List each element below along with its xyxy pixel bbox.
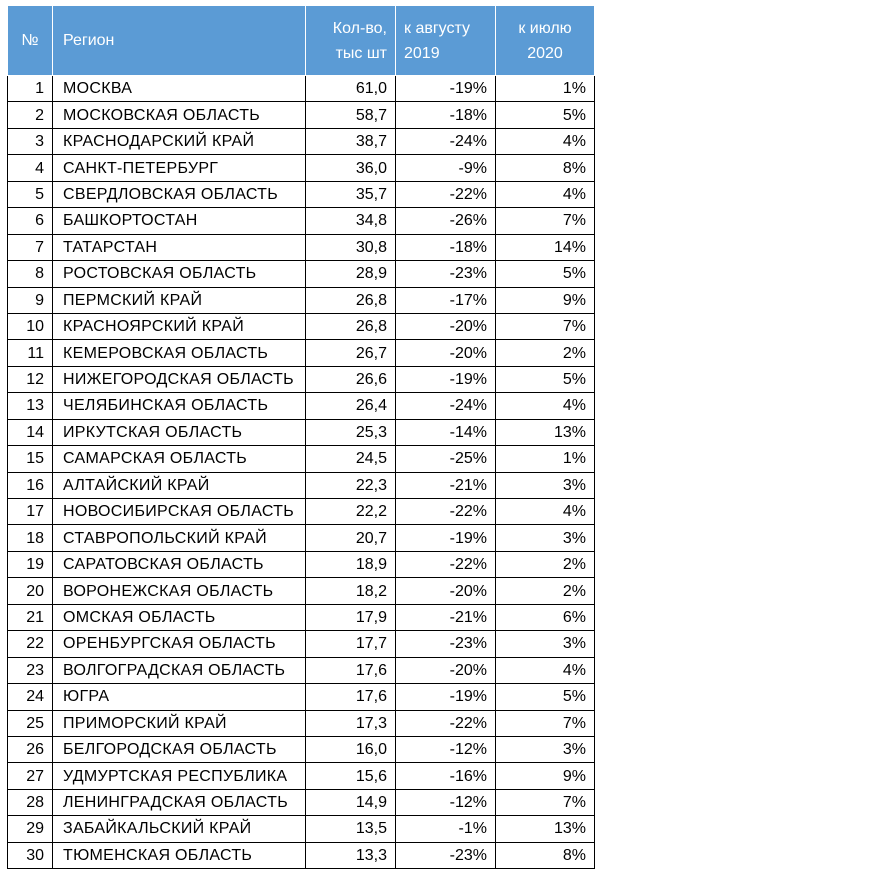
table-row [8, 525, 595, 551]
vs-july-cell: 2% [496, 578, 595, 604]
row-number-cell: 19 [8, 551, 53, 577]
table-row [8, 287, 595, 313]
vs-august-cell: -22% [396, 710, 496, 736]
row-number-cell: 29 [8, 816, 53, 842]
row-number-cell: 22 [8, 631, 53, 657]
row-number-cell: 26 [8, 736, 53, 762]
region-name-cell: ЗАБАЙКАЛЬСКИЙ КРАЙ [53, 816, 306, 842]
table-row [8, 736, 595, 762]
header-vs-july [496, 6, 595, 76]
vs-august-cell: -24% [396, 393, 496, 419]
row-number-cell: 9 [8, 287, 53, 313]
vs-july-cell: 1% [496, 76, 595, 102]
quantity-cell: 17,7 [306, 631, 396, 657]
table-row [8, 234, 595, 260]
quantity-cell: 13,3 [306, 842, 396, 868]
vs-august-cell: -23% [396, 631, 496, 657]
region-name-cell: РОСТОВСКАЯ ОБЛАСТЬ [53, 261, 306, 287]
regions-table [7, 5, 595, 869]
quantity-cell: 24,5 [306, 446, 396, 472]
quantity-cell: 58,7 [306, 102, 396, 128]
region-name-cell: СВЕРДЛОВСКАЯ ОБЛАСТЬ [53, 181, 306, 207]
row-number-cell: 8 [8, 261, 53, 287]
region-name-cell: НОВОСИБИРСКАЯ ОБЛАСТЬ [53, 499, 306, 525]
vs-july-cell: 5% [496, 102, 595, 128]
table-row [8, 842, 595, 868]
vs-august-cell: -23% [396, 842, 496, 868]
vs-july-cell: 13% [496, 816, 595, 842]
quantity-cell: 16,0 [306, 736, 396, 762]
table-row [8, 102, 595, 128]
quantity-cell: 22,2 [306, 499, 396, 525]
table-row [8, 789, 595, 815]
quantity-cell: 35,7 [306, 181, 396, 207]
table-row [8, 631, 595, 657]
vs-july-cell: 5% [496, 261, 595, 287]
table-body [8, 76, 595, 869]
region-name-cell: УДМУРТСКАЯ РЕСПУБЛИКА [53, 763, 306, 789]
header-vs-july-line2: 2020 [527, 44, 563, 62]
vs-august-cell: -20% [396, 578, 496, 604]
table-row [8, 366, 595, 392]
header-quantity-line1: Кол-во, [332, 19, 387, 37]
vs-august-cell: -16% [396, 763, 496, 789]
table-row [8, 419, 595, 445]
region-name-cell: БЕЛГОРОДСКАЯ ОБЛАСТЬ [53, 736, 306, 762]
table-row [8, 763, 595, 789]
vs-august-cell: -19% [396, 366, 496, 392]
row-number-cell: 18 [8, 525, 53, 551]
region-name-cell: ВОЛГОГРАДСКАЯ ОБЛАСТЬ [53, 657, 306, 683]
quantity-cell: 25,3 [306, 419, 396, 445]
vs-august-cell: -23% [396, 261, 496, 287]
vs-august-cell: -21% [396, 604, 496, 630]
quantity-cell: 30,8 [306, 234, 396, 260]
row-number-cell: 17 [8, 499, 53, 525]
header-vs-august [396, 6, 496, 76]
table-row [8, 499, 595, 525]
vs-august-cell: -26% [396, 208, 496, 234]
vs-august-cell: -9% [396, 155, 496, 181]
vs-august-cell: -20% [396, 657, 496, 683]
region-name-cell: СТАВРОПОЛЬСКИЙ КРАЙ [53, 525, 306, 551]
row-number-cell: 4 [8, 155, 53, 181]
row-number-cell: 27 [8, 763, 53, 789]
table-row [8, 181, 595, 207]
quantity-cell: 26,7 [306, 340, 396, 366]
vs-july-cell: 6% [496, 604, 595, 630]
vs-july-cell: 3% [496, 525, 595, 551]
vs-july-cell: 1% [496, 446, 595, 472]
vs-july-cell: 3% [496, 472, 595, 498]
region-name-cell: ОРЕНБУРГСКАЯ ОБЛАСТЬ [53, 631, 306, 657]
vs-july-cell: 5% [496, 366, 595, 392]
row-number-cell: 23 [8, 657, 53, 683]
vs-august-cell: -1% [396, 816, 496, 842]
table-row [8, 128, 595, 154]
row-number-cell: 3 [8, 128, 53, 154]
header-vs-july-line1: к июлю [518, 19, 572, 37]
vs-august-cell: -22% [396, 499, 496, 525]
vs-july-cell: 2% [496, 340, 595, 366]
header-row [8, 6, 595, 76]
header-quantity-line2: тыс шт [335, 44, 387, 62]
vs-august-cell: -17% [396, 287, 496, 313]
header-vs-august-line2: 2019 [404, 44, 440, 62]
vs-august-cell: -25% [396, 446, 496, 472]
region-name-cell: ЛЕНИНГРАДСКАЯ ОБЛАСТЬ [53, 789, 306, 815]
table-row [8, 446, 595, 472]
table-row [8, 393, 595, 419]
row-number-cell: 6 [8, 208, 53, 234]
quantity-cell: 17,6 [306, 684, 396, 710]
vs-july-cell: 8% [496, 842, 595, 868]
header-quantity [306, 6, 396, 76]
region-name-cell: ТЮМЕНСКАЯ ОБЛАСТЬ [53, 842, 306, 868]
table-header [8, 6, 595, 76]
region-name-cell: САМАРСКАЯ ОБЛАСТЬ [53, 446, 306, 472]
vs-july-cell: 4% [496, 181, 595, 207]
region-name-cell: ПЕРМСКИЙ КРАЙ [53, 287, 306, 313]
quantity-cell: 26,4 [306, 393, 396, 419]
row-number-cell: 21 [8, 604, 53, 630]
region-name-cell: БАШКОРТОСТАН [53, 208, 306, 234]
vs-august-cell: -12% [396, 736, 496, 762]
vs-july-cell: 7% [496, 710, 595, 736]
quantity-cell: 36,0 [306, 155, 396, 181]
row-number-cell: 15 [8, 446, 53, 472]
table-row [8, 578, 595, 604]
region-name-cell: КРАСНОЯРСКИЙ КРАЙ [53, 313, 306, 339]
region-name-cell: ИРКУТСКАЯ ОБЛАСТЬ [53, 419, 306, 445]
vs-july-cell: 4% [496, 128, 595, 154]
quantity-cell: 18,2 [306, 578, 396, 604]
vs-july-cell: 2% [496, 551, 595, 577]
vs-july-cell: 8% [496, 155, 595, 181]
row-number-cell: 24 [8, 684, 53, 710]
header-region-label: Регион [63, 32, 115, 49]
table-row [8, 657, 595, 683]
vs-august-cell: -20% [396, 313, 496, 339]
vs-august-cell: -19% [396, 684, 496, 710]
quantity-cell: 61,0 [306, 76, 396, 102]
vs-july-cell: 3% [496, 631, 595, 657]
quantity-cell: 15,6 [306, 763, 396, 789]
vs-august-cell: -24% [396, 128, 496, 154]
table-row [8, 816, 595, 842]
region-name-cell: САНКТ-ПЕТЕРБУРГ [53, 155, 306, 181]
table-row [8, 76, 595, 102]
quantity-cell: 20,7 [306, 525, 396, 551]
row-number-cell: 2 [8, 102, 53, 128]
row-number-cell: 11 [8, 340, 53, 366]
quantity-cell: 22,3 [306, 472, 396, 498]
region-name-cell: ЧЕЛЯБИНСКАЯ ОБЛАСТЬ [53, 393, 306, 419]
header-num-label: № [21, 32, 39, 49]
region-name-cell: ВОРОНЕЖСКАЯ ОБЛАСТЬ [53, 578, 306, 604]
vs-july-cell: 4% [496, 393, 595, 419]
vs-july-cell: 3% [496, 736, 595, 762]
vs-august-cell: -18% [396, 102, 496, 128]
region-name-cell: НИЖЕГОРОДСКАЯ ОБЛАСТЬ [53, 366, 306, 392]
row-number-cell: 16 [8, 472, 53, 498]
table-row [8, 208, 595, 234]
vs-july-cell: 13% [496, 419, 595, 445]
vs-august-cell: -19% [396, 525, 496, 551]
region-name-cell: ЮГРА [53, 684, 306, 710]
table-row [8, 261, 595, 287]
table-row [8, 684, 595, 710]
quantity-cell: 17,3 [306, 710, 396, 736]
region-name-cell: АЛТАЙСКИЙ КРАЙ [53, 472, 306, 498]
table-row [8, 313, 595, 339]
region-name-cell: КЕМЕРОВСКАЯ ОБЛАСТЬ [53, 340, 306, 366]
vs-august-cell: -12% [396, 789, 496, 815]
row-number-cell: 14 [8, 419, 53, 445]
region-name-cell: ПРИМОРСКИЙ КРАЙ [53, 710, 306, 736]
vs-july-cell: 7% [496, 208, 595, 234]
row-number-cell: 25 [8, 710, 53, 736]
vs-august-cell: -22% [396, 181, 496, 207]
table-row [8, 604, 595, 630]
table-row [8, 710, 595, 736]
vs-august-cell: -18% [396, 234, 496, 260]
vs-july-cell: 4% [496, 657, 595, 683]
vs-july-cell: 4% [496, 499, 595, 525]
region-name-cell: МОСКОВСКАЯ ОБЛАСТЬ [53, 102, 306, 128]
vs-august-cell: -21% [396, 472, 496, 498]
region-name-cell: ОМСКАЯ ОБЛАСТЬ [53, 604, 306, 630]
row-number-cell: 30 [8, 842, 53, 868]
vs-july-cell: 9% [496, 287, 595, 313]
vs-july-cell: 5% [496, 684, 595, 710]
vs-july-cell: 7% [496, 789, 595, 815]
row-number-cell: 13 [8, 393, 53, 419]
row-number-cell: 5 [8, 181, 53, 207]
quantity-cell: 34,8 [306, 208, 396, 234]
region-name-cell: МОСКВА [53, 76, 306, 102]
quantity-cell: 14,9 [306, 789, 396, 815]
row-number-cell: 7 [8, 234, 53, 260]
quantity-cell: 17,9 [306, 604, 396, 630]
quantity-cell: 18,9 [306, 551, 396, 577]
vs-august-cell: -19% [396, 76, 496, 102]
table-row [8, 472, 595, 498]
table-row [8, 340, 595, 366]
vs-august-cell: -20% [396, 340, 496, 366]
vs-july-cell: 9% [496, 763, 595, 789]
vs-july-cell: 7% [496, 313, 595, 339]
quantity-cell: 13,5 [306, 816, 396, 842]
row-number-cell: 20 [8, 578, 53, 604]
quantity-cell: 28,9 [306, 261, 396, 287]
header-num [8, 6, 53, 76]
row-number-cell: 28 [8, 789, 53, 815]
region-name-cell: САРАТОВСКАЯ ОБЛАСТЬ [53, 551, 306, 577]
vs-august-cell: -14% [396, 419, 496, 445]
vs-august-cell: -22% [396, 551, 496, 577]
region-name-cell: КРАСНОДАРСКИЙ КРАЙ [53, 128, 306, 154]
header-vs-august-line1: к августу [404, 19, 471, 37]
quantity-cell: 26,8 [306, 287, 396, 313]
region-name-cell: ТАТАРСТАН [53, 234, 306, 260]
row-number-cell: 1 [8, 76, 53, 102]
table-row [8, 551, 595, 577]
vs-july-cell: 14% [496, 234, 595, 260]
quantity-cell: 38,7 [306, 128, 396, 154]
quantity-cell: 17,6 [306, 657, 396, 683]
quantity-cell: 26,6 [306, 366, 396, 392]
row-number-cell: 10 [8, 313, 53, 339]
row-number-cell: 12 [8, 366, 53, 392]
table-row [8, 155, 595, 181]
quantity-cell: 26,8 [306, 313, 396, 339]
header-region [53, 6, 306, 76]
